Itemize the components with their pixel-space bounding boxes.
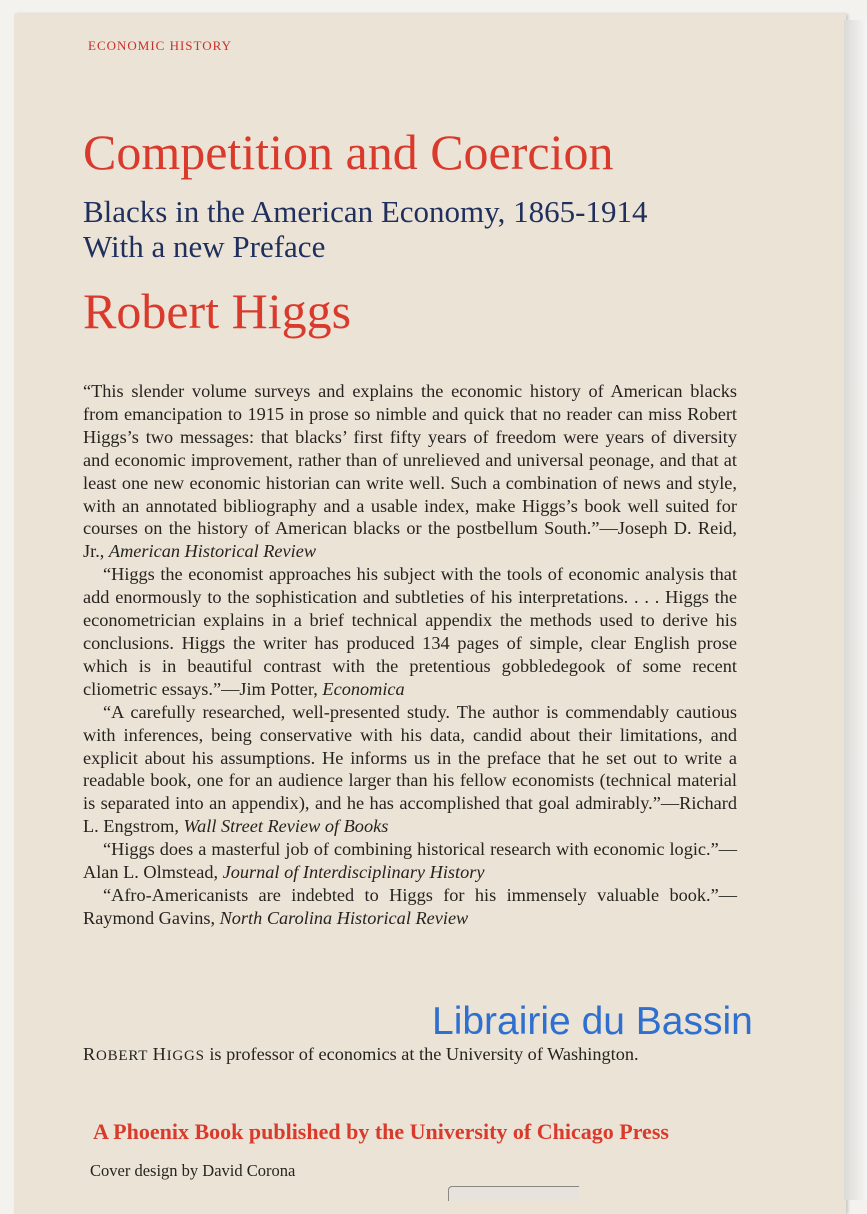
subtitle-line-1: Blacks in the American Economy, 1865-1914 — [83, 194, 648, 229]
bio-name: ROBERT HIGGS — [83, 1044, 205, 1064]
book-subtitle — [83, 194, 647, 264]
bio-text: is professor of economics at the University of Washington. — [204, 1044, 639, 1064]
reviewer: —Joseph D. Reid, Jr., — [83, 518, 737, 562]
series-label: ECONOMIC HISTORY — [88, 38, 232, 53]
author-bio — [83, 1044, 639, 1065]
review-source: Journal of Interdisciplinary History — [222, 862, 485, 883]
review-blurbs — [83, 380, 737, 930]
subtitle-line-2: With a new Preface — [83, 229, 326, 264]
review-quote: “A carefully researched, well-presented study. The author is commendably cautious with inferences, being conservative with his data, candid about their limitations, and explicit about his assumptions. He informs us in the preface that he set out to write a readable book, one for an audience larger than his fellow economists (technical material is separated into an appendix), and he has accomplished that goal admirably.” — [83, 701, 737, 814]
review-quote: “Higgs the economist approaches his subject with the tools of economic analysis that add enormously to the sophistication and subtleties of his interpretations. . . . Higgs the econometrician explains in a brief technical appendix the methods used to derive his conclusions. Higgs the writer has produced 134 pages of simple, clear English prose which is in beautiful contrast with the pretentious gobbledegook of some recent cliometric essays.” — [83, 564, 737, 699]
review-quote: “Afro-Americanists are indebted to Higgs for his immensely valuable book.” — [103, 884, 719, 905]
review-quote: “This slender volume surveys and explains the economic history of American blacks from emancipation to 1915 in prose so nimble and quick that no reader can miss Robert Higgs’s two messages: that blacks’ first fifty years of freedom were years of diversity and economic improvement, rather than of unrelieved and universal peonage, and that at least one new economic historian can write well. Such a combination of news and style, with an annotated bibliography and a usable index, make Higgs’s book well suited for courses on the history of American blacks or the postbellum South.” — [83, 381, 737, 539]
reviewer: —Richard L. Engstrom, — [83, 793, 737, 837]
reviewer: —Raymond Gavins, — [83, 884, 737, 928]
page-edge — [844, 20, 867, 1200]
review-paragraph — [83, 380, 737, 563]
review-paragraph — [83, 701, 737, 838]
reviewer: —Alan L. Olmstead, — [83, 839, 737, 883]
review-source: American Historical Review — [108, 541, 317, 562]
review-source: Wall Street Review of Books — [183, 816, 389, 837]
publisher-line: A Phoenix Book published by the University of Chicago Press — [93, 1119, 669, 1144]
review-paragraph — [83, 884, 737, 930]
book-title: Competition and Coercion — [83, 124, 614, 180]
reviewer: —Jim Potter, — [221, 678, 323, 699]
review-paragraph — [83, 563, 737, 700]
review-quote: “Higgs does a masterful job of combining historical research with economic logic.” — [103, 839, 719, 860]
author-name: Robert Higgs — [83, 283, 352, 339]
review-paragraph — [83, 838, 737, 884]
review-source: North Carolina Historical Review — [219, 907, 469, 928]
paper-tab — [448, 1186, 579, 1201]
bookseller-watermark: Librairie du Bassin — [432, 1000, 753, 1043]
review-source: Economica — [322, 678, 405, 699]
cover-credit: Cover design by David Corona — [90, 1161, 296, 1180]
